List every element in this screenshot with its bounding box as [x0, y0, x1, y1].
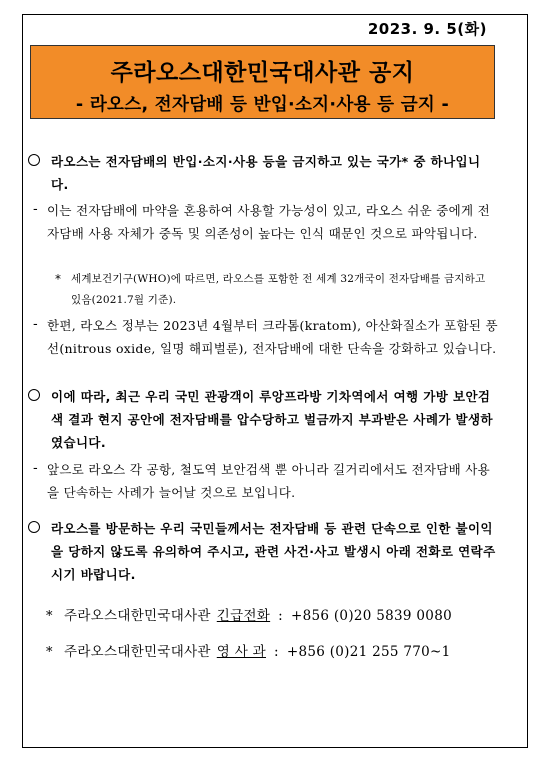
notice-date: 2023. 9. 5(화) [367, 20, 487, 38]
circle-bullet-icon [28, 521, 40, 533]
section-2-bullet [28, 385, 498, 454]
notice-frame [22, 14, 528, 748]
notice-title: 주라오스대한민국대사관 공지 [110, 60, 415, 86]
asterisk-icon: * [46, 645, 53, 660]
notice-subtitle: - 라오스, 전자담배 등 반입·소지·사용 등 금지 - [75, 95, 450, 115]
section-1-bullet-text: 라오스는 전자담배의 반입·소지·사용 등을 금지하고 있는 국가* 중 하나입니다. [51, 154, 481, 192]
contact-separator: : [273, 644, 279, 660]
section-1-dash-2-text: 한편, 라오스 정부는 2023년 4월부터 크라톰(kratom), 아산화질소가 포함된 풍선(nitrous oxide, 일명 해피벌룬), 전자담배에 대한 단속을 강화하고 있습니다. [47, 318, 498, 356]
section-1 [28, 150, 498, 196]
circle-bullet-icon [28, 154, 40, 166]
contact-separator: : [278, 608, 283, 624]
section-3-bullet [28, 517, 498, 586]
contact-org: 주라오스대한민국대사관 [64, 644, 211, 660]
contact-emergency [46, 604, 452, 624]
section-2-dash-text: 앞으로 라오스 각 공항, 철도역 보안검색 뿐 아니라 길거리에서도 전자담배 사용을 단속하는 사례가 늘어날 것으로 보입니다. [47, 462, 491, 500]
section-1-note [55, 269, 497, 311]
dash-icon: - [33, 202, 38, 217]
dash-icon: - [33, 317, 38, 332]
dash-icon: - [33, 461, 38, 476]
contact-phone[interactable]: +856 (0)20 5839 0080 [291, 608, 452, 624]
contact-consular [46, 640, 451, 660]
section-2 [28, 385, 498, 454]
section-3 [28, 517, 498, 586]
contact-dept: 긴급전화 [216, 608, 271, 624]
section-1-note-text: 세계보건기구(WHO)에 따르면, 라오스를 포함한 전 세계 32개국이 전자담배를 금지하고 있음(2021.7월 기준). [71, 273, 486, 306]
contact-phone[interactable]: +856 (0)21 255 770~1 [286, 644, 451, 660]
asterisk-icon: * [46, 609, 53, 624]
contact-org: 주라오스대한민국대사관 [64, 608, 211, 624]
section-1-bullet [28, 150, 498, 196]
section-1-dash-1 [33, 199, 499, 245]
asterisk-icon: * [55, 272, 61, 286]
section-2-bullet-text: 이에 따라, 최근 우리 국민 관광객이 루앙프라방 기차역에서 여행 가방 보안검색 결과 현지 공안에 전자담배를 압수당하고 벌금까지 부과받은 사례가 발생하였습니다. [51, 389, 493, 450]
section-2-dash [33, 458, 499, 504]
notice-banner [30, 45, 495, 119]
circle-bullet-icon [28, 389, 40, 401]
section-3-bullet-text: 라오스를 방문하는 우리 국민들께서는 전자담배 등 관련 단속으로 인한 불이익을 당하지 않도록 유의하여 주시고, 관련 사건·사고 발생시 아래 전화로 연락주시기 바랍니다. [51, 521, 496, 582]
section-1-dash-1-text: 이는 전자담배에 마약을 혼용하여 사용할 가능성이 있고, 라오스 쉬운 중에게 전자담배 사용 자체가 중독 및 의존성이 높다는 인식 때문인 것으로 파악됩니다. [47, 203, 491, 241]
contact-dept: 영 사 과 [216, 644, 266, 660]
section-1-dash-2 [33, 314, 499, 360]
